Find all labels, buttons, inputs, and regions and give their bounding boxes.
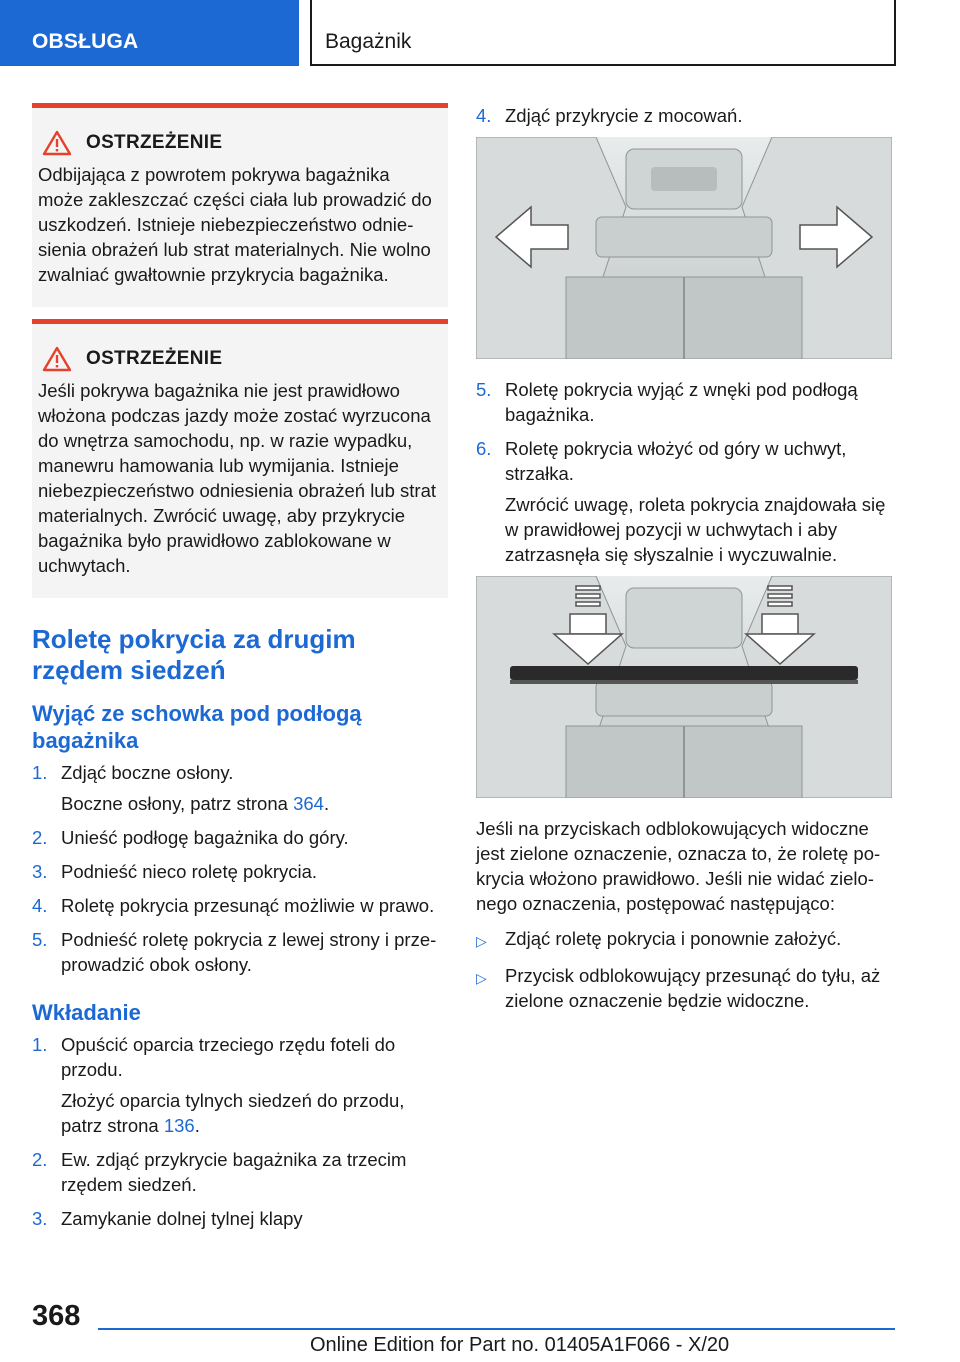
list-item — [476, 926, 892, 954]
step-note — [32, 791, 448, 816]
note-end: . — [323, 793, 330, 814]
page-reference-link[interactable]: 136 — [163, 1115, 195, 1136]
step-text: Opuścić oparcia trzeciego rzędu foteli do przodu. — [61, 1034, 396, 1080]
subsection-heading: Wyjąć ze schowka pod podłogą bagażnika — [32, 701, 362, 753]
paragraph: Jeśli na przyciskach odblokowujących widoczne jest zielone oznaczenie, oznacza to, że roletę pokrycia włożono prawidłowo. Jeśli nie widać zielonego oznaczenia, postępować następująco: — [476, 818, 881, 914]
warning-box — [32, 103, 448, 307]
list-item — [32, 1032, 448, 1082]
step-number: 5. — [32, 929, 48, 950]
section-heading: Roletę pokrycia za drugim rzędem siedzeń — [32, 624, 356, 685]
step-text: Zdjąć boczne osłony. — [61, 762, 234, 783]
page-reference-link[interactable]: 364 — [293, 793, 324, 814]
list-item — [32, 893, 448, 918]
list-item — [476, 963, 892, 1013]
step-number: 1. — [32, 762, 48, 783]
step-text: Podnieść nieco roletę pokrycia. — [61, 861, 318, 882]
list-item — [32, 1147, 448, 1197]
bullet-text: Zdjąć roletę pokrycia i ponownie założyć. — [505, 928, 842, 949]
right-column — [476, 103, 892, 1022]
subsection-heading: Wkładanie — [32, 1000, 141, 1025]
warning-text: Odbijająca z powrotem pokrywa bagażnika może zakleszczać części ciała lub prowadzić do uszkodzeń. Istnieje niebezpieczeństwo odniesienia obrażeń lub strat materialnych. Nie wolno zwalniać gwałtownie przykrycia bagażnika. — [38, 164, 432, 285]
note-text: Złożyć oparcia tylnych siedzeń do przodu, patrz strona — [61, 1090, 405, 1136]
step-number: 3. — [32, 861, 48, 882]
page-header — [0, 0, 960, 66]
warning-title: OSTRZEŻENIE — [86, 132, 223, 153]
left-column — [32, 103, 448, 1240]
step-text: Zdjąć przykrycie z mocowań. — [505, 105, 743, 126]
edition-note: Online Edition for Part no. 01405A1F066 - X/20 — [310, 1334, 730, 1356]
step-text: Unieść podłogę bagażnika do góry. — [61, 827, 349, 848]
list-item — [32, 927, 448, 977]
list-item — [476, 103, 892, 128]
step-number: 1. — [32, 1034, 48, 1055]
list-item — [476, 377, 892, 427]
trunk-illustration-insert-cover — [476, 576, 892, 798]
note-end: . — [194, 1115, 200, 1136]
step-text: Roletę pokrycia włożyć od góry w uchwyt, strzałka. — [505, 438, 847, 484]
step-note — [32, 1088, 448, 1138]
bullet-triangle-icon: ▷ — [476, 970, 487, 986]
step-text: Podnieść roletę pokrycia z lewej strony i przeprowadzić obok osłony. — [61, 929, 437, 975]
list-item — [32, 825, 448, 850]
list-item — [32, 859, 448, 884]
step-number: 4. — [32, 895, 48, 916]
step-number: 2. — [32, 827, 48, 848]
bullet-text: Przycisk odblokowujący przesunąć do tyłu, aż zielone oznaczenie będzie widoczne. — [505, 965, 881, 1011]
warning-text: Jeśli pokrywa bagażnika nie jest prawidłowo włożona podczas jazdy może zostać wyrzucona do wnętrza samochodu, np. w razie wypadku, manewru hamowania lub wymijania. Istnieje niebezpieczeństwo odniesienia obrażeń lub strat materialnych. Zwrócić uwagę, aby przykrycie bagażnika było prawidłowo zablokowane w uchwytach. — [38, 380, 437, 576]
warning-triangle-icon — [42, 346, 72, 372]
list-item — [32, 1206, 448, 1231]
step-number: 2. — [32, 1149, 48, 1170]
step-number: 4. — [476, 105, 492, 126]
note-text: Boczne osłony, patrz strona — [61, 793, 288, 814]
page-title: Bagażnik — [312, 0, 896, 66]
footer-divider — [98, 1328, 895, 1330]
warning-triangle-icon — [42, 130, 72, 156]
list-item — [476, 436, 892, 486]
trunk-illustration-remove-cover — [476, 137, 892, 359]
step-text: Ew. zdjąć przykrycie bagażnika za trzecim rzędem siedzeń. — [61, 1149, 407, 1195]
step-number: 3. — [32, 1208, 48, 1229]
step-text: Roletę pokrycia przesunąć możliwie w prawo. — [61, 895, 435, 916]
step-number: 6. — [476, 438, 492, 459]
section-label: OBSŁUGA — [0, 0, 299, 66]
step-text: Roletę pokrycia wyjąć z wnęki pod podłogą bagażnika. — [505, 379, 858, 425]
step-number: 5. — [476, 379, 492, 400]
warning-title: OSTRZEŻENIE — [86, 348, 223, 369]
step-note: Zwrócić uwagę, roleta pokrycia znajdowała się w prawidłowej pozycji w uchwytach i aby zatrzasnęła się słyszalnie i wyczuwalnie. — [505, 494, 886, 565]
bullet-triangle-icon: ▷ — [476, 933, 487, 949]
step-text: Zamykanie dolnej tylnej klapy — [61, 1208, 303, 1229]
page-number: 368 — [32, 1300, 81, 1332]
warning-box — [32, 319, 448, 598]
list-item — [32, 760, 448, 785]
